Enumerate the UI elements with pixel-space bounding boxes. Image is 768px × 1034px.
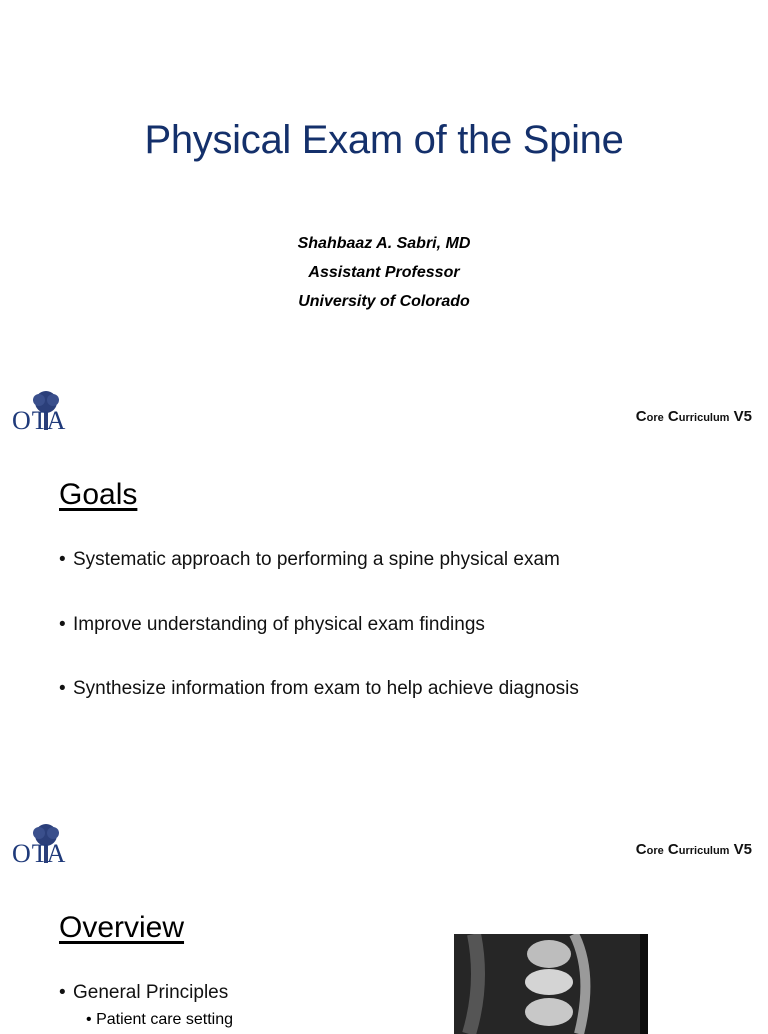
overview-heading: Overview	[59, 911, 185, 944]
footer-core-curriculum: Core Curriculum V5	[635, 841, 752, 858]
goal-bullet: • Synthesize information from exam to help achieve diagnosis	[59, 678, 579, 699]
spine-ct-image	[454, 934, 648, 1034]
ota-logo	[12, 388, 76, 438]
author-institution: University of Colorado	[298, 293, 470, 310]
ota-logo	[12, 821, 76, 871]
slide-title: Physical Exam of the Spine	[144, 118, 624, 162]
author-block	[0, 229, 768, 316]
overview-sub-bullet: • Patient care setting	[86, 1011, 234, 1028]
author-name: Shahbaaz A. Sabri, MD	[297, 235, 471, 252]
overview-bullet: • General Principles	[59, 982, 229, 1003]
goal-bullet: • Systematic approach to performing a spine physical exam	[59, 549, 560, 570]
goals-heading: Goals	[59, 478, 138, 511]
author-position: Assistant Professor	[308, 264, 460, 281]
logo-text: OTA	[12, 839, 67, 868]
logo-text: OTA	[12, 406, 67, 435]
goal-bullet: • Improve understanding of physical exam findings	[59, 614, 485, 635]
footer-core-curriculum: Core Curriculum V5	[635, 408, 752, 425]
